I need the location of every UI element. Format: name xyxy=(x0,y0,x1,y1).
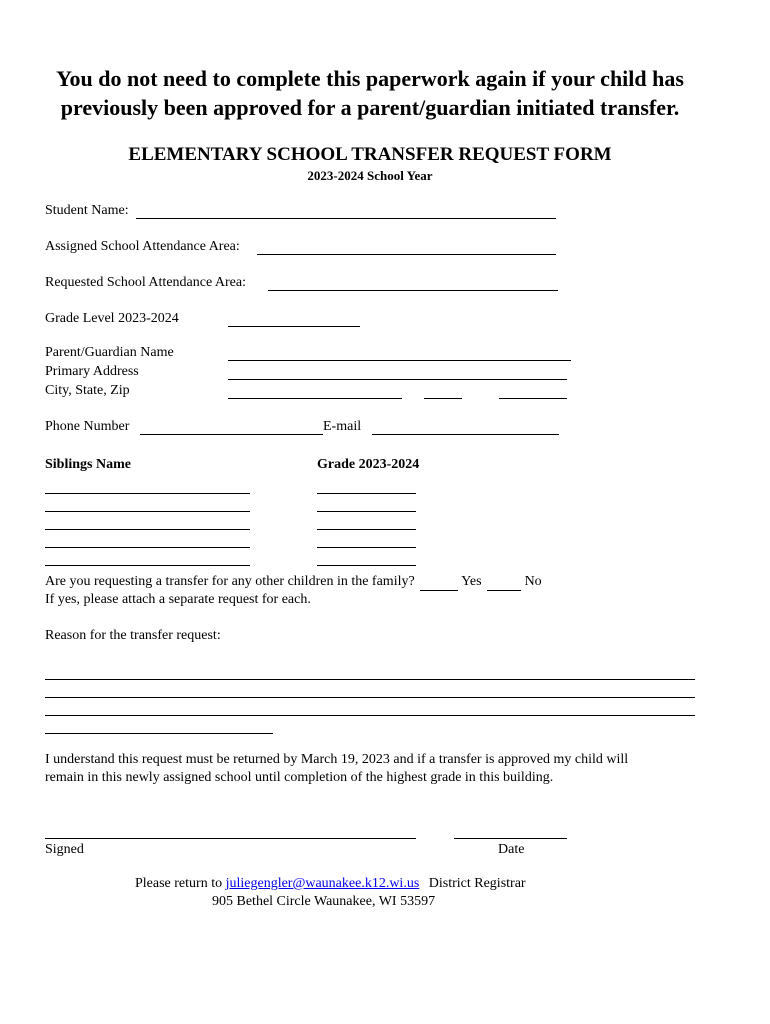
form-title: ELEMENTARY SCHOOL TRANSFER REQUEST FORM xyxy=(128,144,612,165)
city-field[interactable] xyxy=(228,398,402,399)
reason-line[interactable] xyxy=(45,715,695,716)
return-prefix: Please return to xyxy=(135,876,223,891)
grade-level-label: Grade Level 2023-2024 xyxy=(45,311,179,326)
city-state-zip-label: City, State, Zip xyxy=(45,383,130,398)
siblings-name-header: Siblings Name xyxy=(45,457,131,472)
sibling-name-field[interactable] xyxy=(45,547,250,548)
grade-level-field[interactable] xyxy=(228,326,360,327)
parent-name-field[interactable] xyxy=(228,360,571,361)
student-name-field[interactable] xyxy=(136,218,556,219)
sibling-name-field[interactable] xyxy=(45,511,250,512)
siblings-grade-header: Grade 2023-2024 xyxy=(317,457,420,472)
school-year: 2023-2024 School Year xyxy=(307,168,433,183)
requested-school-field[interactable] xyxy=(268,290,558,291)
other-children-question xyxy=(45,574,542,591)
return-line xyxy=(135,876,526,892)
phone-field[interactable] xyxy=(140,434,323,435)
registrar-email-link[interactable]: juliegengler@waunakee.k12.wi.us xyxy=(225,876,420,891)
sibling-name-field[interactable] xyxy=(45,529,250,530)
notice-line-2: previously been approved for a parent/guardian initiated transfer. xyxy=(60,95,680,120)
sibling-grade-field[interactable] xyxy=(317,565,416,566)
state-field[interactable] xyxy=(424,398,462,399)
primary-address-label: Primary Address xyxy=(45,364,139,379)
yes-label: Yes xyxy=(461,574,482,589)
signed-label: Signed xyxy=(45,842,84,857)
phone-label: Phone Number xyxy=(45,419,130,434)
email-label: E-mail xyxy=(323,419,362,434)
return-address: 905 Bethel Circle Waunakee, WI 53597 xyxy=(212,894,436,909)
requested-school-label: Requested School Attendance Area: xyxy=(45,275,246,290)
date-field[interactable] xyxy=(454,838,567,839)
yes-blank[interactable] xyxy=(420,574,458,591)
sibling-name-field[interactable] xyxy=(45,493,250,494)
no-label: No xyxy=(524,574,542,589)
email-field[interactable] xyxy=(372,434,559,435)
other-children-question-text: Are you requesting a transfer for any other children in the family? xyxy=(45,574,415,589)
primary-address-field[interactable] xyxy=(228,379,567,380)
zip-field[interactable] xyxy=(499,398,567,399)
other-children-note: If yes, please attach a separate request for each. xyxy=(45,592,311,607)
student-name-label: Student Name: xyxy=(45,203,129,218)
reason-label: Reason for the transfer request: xyxy=(45,628,221,643)
sibling-grade-field[interactable] xyxy=(317,529,416,530)
reason-line[interactable] xyxy=(45,733,273,734)
sibling-name-field[interactable] xyxy=(45,565,250,566)
signature-field[interactable] xyxy=(45,838,416,839)
sibling-grade-field[interactable] xyxy=(317,547,416,548)
parent-name-label: Parent/Guardian Name xyxy=(45,345,174,360)
date-label: Date xyxy=(498,842,525,857)
reason-line[interactable] xyxy=(45,679,695,680)
registrar-role: District Registrar xyxy=(428,876,526,891)
reason-line[interactable] xyxy=(45,697,695,698)
notice-line-1: You do not need to complete this paperwork again if your child has xyxy=(56,66,684,91)
agreement-line-1: I understand this request must be returned by March 19, 2023 and if a transfer is approved my child will xyxy=(45,752,629,767)
assigned-school-field[interactable] xyxy=(257,254,556,255)
assigned-school-label: Assigned School Attendance Area: xyxy=(45,239,240,254)
sibling-grade-field[interactable] xyxy=(317,511,416,512)
sibling-grade-field[interactable] xyxy=(317,493,416,494)
no-blank[interactable] xyxy=(487,574,521,591)
agreement-line-2: remain in this newly assigned school until completion of the highest grade in this building. xyxy=(45,770,554,785)
